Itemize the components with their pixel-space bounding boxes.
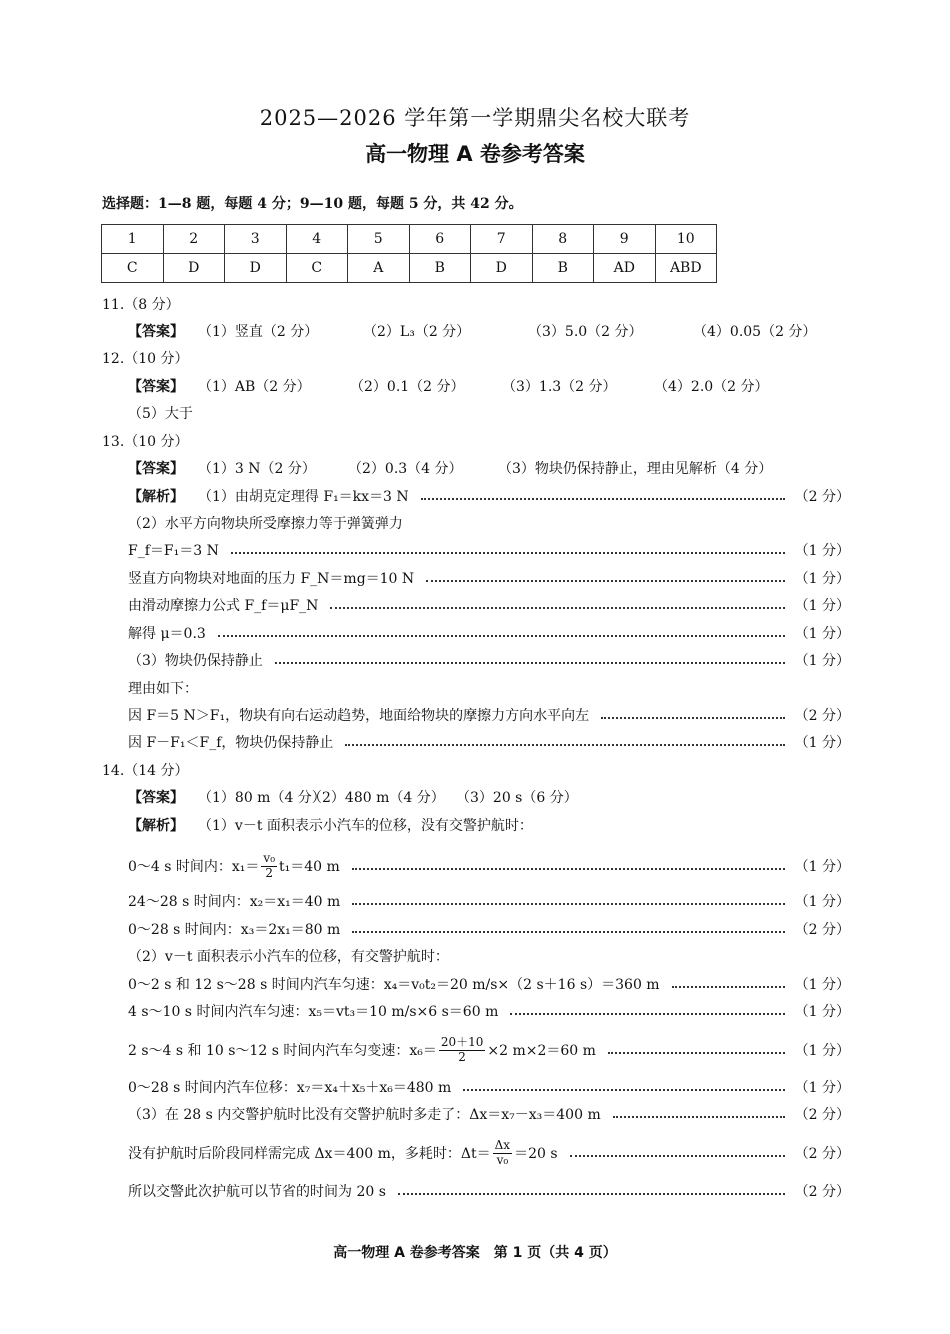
q12-head: 12.（10 分）: [102, 351, 189, 367]
q14-step: 0～4 s 时间内：x₁＝ $\frac{\text{v₀}}{2}$ t₁＝40 m （1 分）: [128, 851, 850, 880]
q14-answer-line: 【答案】 （1）80 m（4 分） （2）480 m（4 分） （3）20 s（6 分）: [128, 786, 850, 808]
q13-answer-line: 【答案】 （1）3 N（2 分） （2）0.3（4 分） （3）物块仍保持静止，理由见解析（4 分）: [128, 457, 850, 479]
leader-dots: [352, 931, 784, 933]
leader-dots: [608, 1052, 785, 1054]
table-cell: 3: [225, 225, 287, 254]
q14-step: 没有护航时后阶段同样需完成 Δx＝400 m，多耗时：Δt＝ $\frac{\Delta x}{\text{v₀}}$ ＝20 s （2 分）: [128, 1138, 850, 1167]
analysis-label: 【解析】: [128, 489, 184, 505]
leader-dots: [510, 1013, 784, 1015]
table-cell: 9: [594, 225, 656, 254]
q14-step: （3）在 28 s 内交警护航时比没有交警护航时多走了：Δx＝x₇－x₃＝400 m （2 分）: [128, 1107, 850, 1123]
q13-step: （2）水平方向物块所受摩擦力等于弹簧弹力: [128, 516, 403, 532]
leader-dots: [330, 607, 784, 609]
q14-step: 0～28 s 时间内汽车位移：x₇＝x₄＋x₅＋x₆＝480 m （1 分）: [128, 1080, 850, 1096]
answer-label: 【答案】: [128, 379, 184, 395]
page-subtitle: 高一物理 A 卷参考答案: [365, 142, 585, 166]
table-cell: 1: [102, 225, 164, 254]
table-cell: 10: [655, 225, 717, 254]
table-cell: D: [163, 254, 225, 283]
leader-dots: [398, 1193, 785, 1195]
leader-dots: [345, 744, 784, 746]
leader-dots: [426, 580, 784, 582]
page-footer: 高一物理 A 卷参考答案 第 1 页（共 4 页）: [333, 1245, 617, 1261]
table-cell: 2: [163, 225, 225, 254]
table-cell: ABD: [655, 254, 717, 283]
table-row-numbers: [102, 225, 717, 254]
q13-step: 理由如下：: [128, 681, 198, 697]
table-cell: D: [471, 254, 533, 283]
analysis-label: 【解析】: [128, 818, 184, 834]
choice-intro: 选择题：1—8 题，每题 4 分；9—10 题，每题 5 分，共 42 分。: [102, 196, 523, 212]
table-cell: D: [225, 254, 287, 283]
leader-dots: [463, 1089, 784, 1091]
q14-step: 0～28 s 时间内：x₃＝2x₁＝80 m （2 分）: [128, 922, 850, 938]
q13-step: 因 F＝5 N＞F₁，物块有向右运动趋势，地面给物块的摩擦力方向水平向左 （2 分）: [128, 708, 850, 724]
q14-step: 所以交警此次护航可以节省的时间为 20 s （2 分）: [128, 1184, 850, 1200]
table-cell: 4: [286, 225, 348, 254]
q14-head: 14.（14 分）: [102, 763, 189, 779]
table-row-answers: [102, 254, 717, 283]
q14-step: 4 s～10 s 时间内汽车匀速：x₅＝vt₃＝10 m/s×6 s＝60 m （1 分）: [128, 1004, 850, 1020]
q11-head: 11.（8 分）: [102, 297, 180, 313]
q13-step: F_f＝F₁＝3 N （1 分）: [128, 543, 850, 559]
q11-answer-line: 【答案】 （1）竖直（2 分） （2）L₃（2 分） （3）5.0（2 分） （4）0.05（2 分）: [128, 320, 850, 342]
table-cell: 7: [471, 225, 533, 254]
table-cell: A: [348, 254, 410, 283]
answer-label: 【答案】: [128, 790, 184, 806]
q14-step: （2）v－t 面积表示小汽车的位移，有交警护航时：: [128, 949, 449, 965]
q13-step: 由滑动摩擦力公式 F_f＝μF_N （1 分）: [128, 598, 850, 614]
q13-analysis-line: 【解析】 （1）由胡克定理得 F₁＝kx＝3 N （2 分）: [128, 485, 850, 507]
table-cell: B: [532, 254, 594, 283]
fraction: $\frac{\text{v₀}}{2}$: [263, 851, 276, 880]
leader-dots: [672, 986, 785, 988]
answer-label: 【答案】: [128, 461, 184, 477]
leader-dots: [601, 717, 785, 719]
q14-step: 2 s～4 s 和 10 s～12 s 时间内汽车匀变速：x₆＝ $\frac{20+10}{2}$ ×2 m×2＝60 m （1 分）: [128, 1035, 850, 1064]
table-cell: 8: [532, 225, 594, 254]
leader-dots: [613, 1116, 785, 1118]
q14-step: 24～28 s 时间内：x₂＝x₁＝40 m （1 分）: [128, 894, 850, 910]
q14-step: 0～2 s 和 12 s～28 s 时间内汽车匀速：x₄＝v₀t₂＝20 m/s×（2 s＋16 s）＝360 m （1 分）: [128, 977, 850, 993]
q12-answer-line: 【答案】 （1）AB（2 分） （2）0.1（2 分） （3）1.3（2 分） （4）2.0（2 分）: [128, 375, 850, 397]
table-cell: C: [286, 254, 348, 283]
leader-dots: [352, 903, 784, 905]
q12-answer-5: （5）大于: [128, 406, 193, 422]
page-title: 2025—2026 学年第一学期鼎尖名校大联考: [259, 106, 691, 130]
leader-dots: [218, 635, 785, 637]
answer-label: 【答案】: [128, 324, 184, 340]
q14-analysis-line: 【解析】 （1）v－t 面积表示小汽车的位移，没有交警护航时：: [128, 814, 850, 836]
leader-dots: [352, 868, 785, 870]
answer-table: [101, 224, 717, 283]
q13-step: 解得 μ＝0.3 （1 分）: [128, 626, 850, 642]
q13-step: 因 F－F₁＜F_f，物块仍保持静止 （1 分）: [128, 735, 850, 751]
table-cell: 5: [348, 225, 410, 254]
leader-dots: [231, 552, 785, 554]
leader-dots: [275, 662, 785, 664]
fraction: $\frac{\Delta x}{\text{v₀}}$: [494, 1138, 511, 1167]
table-cell: 6: [409, 225, 471, 254]
leader-dots: [570, 1155, 785, 1157]
q13-head: 13.（10 分）: [102, 434, 189, 450]
q13-step: 竖直方向物块对地面的压力 F_N＝mg＝10 N （1 分）: [128, 571, 850, 587]
q13-step: （3）物块仍保持静止 （1 分）: [128, 653, 850, 669]
fraction: $\frac{20+10}{2}$: [440, 1035, 484, 1064]
table-cell: B: [409, 254, 471, 283]
table-cell: C: [102, 254, 164, 283]
table-cell: AD: [594, 254, 656, 283]
leader-dots: [421, 498, 785, 500]
